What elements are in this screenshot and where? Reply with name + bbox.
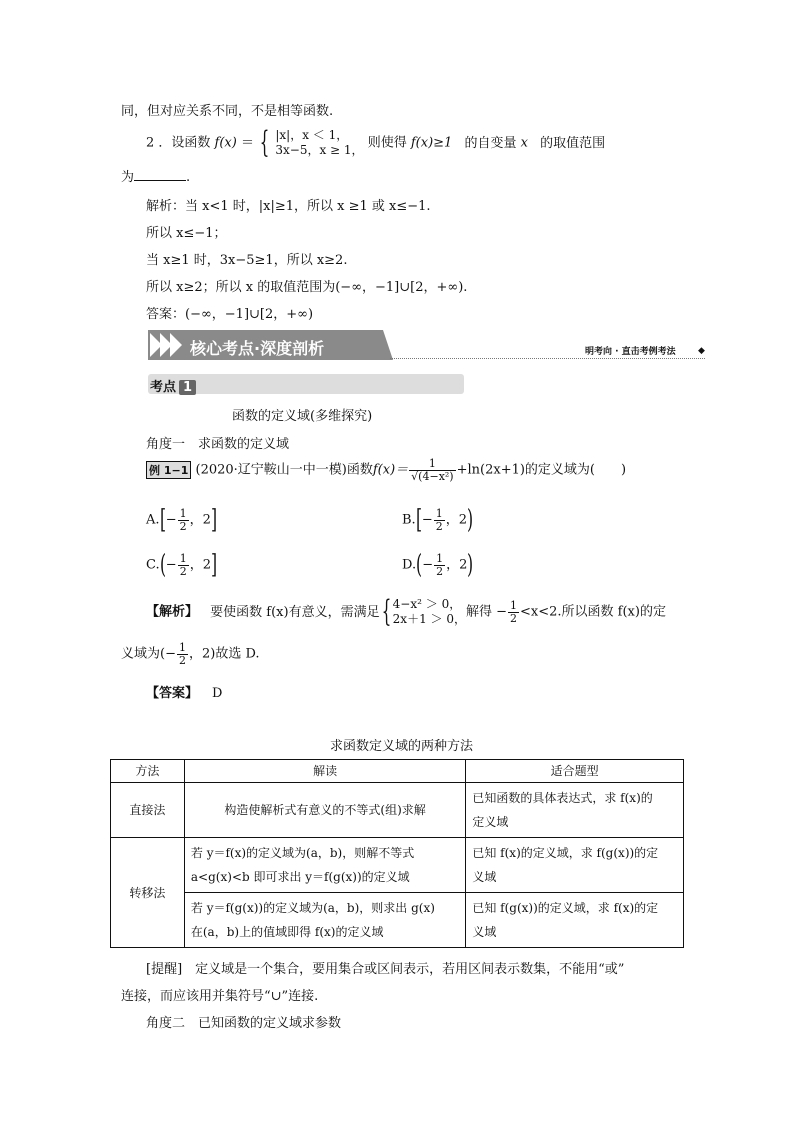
kaodian-label: 考点 1	[150, 376, 196, 395]
table-header: 方法	[111, 760, 185, 783]
tip-line1: [提醒] 定义域是一个集合，要用集合或区间表示，若用区间表示数集，不能用“或”	[146, 962, 625, 977]
solution-line: 解析：当 x<1 时，|x|≥1，所以 x ≥1 或 x≤−1.	[146, 199, 431, 214]
example-tag: 例 1−1	[146, 461, 191, 479]
solution-line: 当 x≥1 时，3x−5≥1，所以 x≥2.	[146, 253, 348, 268]
methods-table	[110, 759, 684, 948]
diamond-icon: ◆	[698, 346, 705, 356]
angle-two: 角度二 已知函数的定义域求参数	[146, 1016, 342, 1031]
left-brace: {	[259, 125, 270, 160]
option-d[interactable]: D.(− $\frac{1}{2}$ ，2)	[402, 550, 474, 580]
tip-line2: 连接，而应该用并集符号“∪”连接.	[121, 989, 319, 1004]
intro-line: 同，但对应关系不同，不是相等函数.	[121, 104, 334, 119]
option-b[interactable]: B.[− $\frac{1}{2}$ ，2)	[402, 505, 474, 535]
fraction: $\frac{1}{\text{√(4−x²)}}$	[411, 457, 454, 483]
type-cell: 已知函数的具体表达式，求 f(x)的 定义域	[466, 783, 684, 838]
read-cell: 若 y＝f(g(x))的定义域为(a，b)，则求出 g(x) 在(a，b)上的值域即得 f(x)的定义域	[184, 893, 465, 948]
banner-subtitle: 明考向 · 直击考例考法	[585, 347, 676, 357]
solution-answer: 答案：(−∞，−1]∪[2，+∞)	[146, 307, 314, 322]
analysis-line1: 【解析】 要使函数 f(x)有意义，需满足{ 4−x² ＞ 0， 2x＋1 ＞ 0， 解得 − $\frac{1}{2}$ <x<2.所以函数 f(x)的定	[146, 594, 666, 629]
table-header: 适合题型	[466, 760, 684, 783]
answer-blank	[134, 168, 186, 181]
read-cell: 若 y＝f(x)的定义域为(a，b)，则解不等式 a<g(x)<b 即可求出 y＝f(g(x))的定义域	[184, 838, 465, 893]
section-title: 函数的定义域(多维探究)	[232, 409, 373, 424]
question-2: 2 ．设函数 f(x) ＝ { |x|，x ＜ 1， 3x−5，x ≥ 1， 则使得 f(x)≥1 的自变量 x 的取值范围	[146, 125, 606, 160]
table-header-row	[111, 760, 684, 783]
solution-line: 所以 x≥2；所以 x 的取值范围为(−∞，−1]∪[2，+∞).	[146, 280, 468, 295]
type-cell: 已知 f(g(x))的定义域，求 f(x)的定 义域	[466, 893, 684, 948]
answer-line: 【答案】 D	[146, 686, 223, 701]
banner-rule	[390, 358, 705, 359]
method-cell: 转移法	[111, 838, 185, 948]
option-c[interactable]: C.(− $\frac{1}{2}$ ，2]	[146, 550, 218, 580]
table-row	[111, 783, 684, 838]
table-row	[111, 893, 684, 948]
table-caption: 求函数定义域的两种方法	[330, 739, 474, 754]
type-cell: 已知 f(x)的定义域，求 f(g(x))的定 义域	[466, 838, 684, 893]
read-cell: 构造使解析式有意义的不等式(组)求解	[184, 783, 465, 838]
question-2-line2: 为 .	[121, 170, 191, 185]
option-a[interactable]: A.[− $\frac{1}{2}$ ，2]	[146, 505, 217, 535]
piecewise-cases: |x|，x ＜ 1， 3x−5，x ≥ 1，	[275, 128, 364, 157]
table-row	[111, 838, 684, 893]
banner-title: 核心考点·深度剖析	[190, 339, 325, 358]
solution-line: 所以 x≤−1；	[146, 226, 227, 241]
example-1-1: 例 1−1 (2020·辽宁鞍山一中一模)函数f(x)＝ $\frac{1}{\text{√(4−x²)}}$ +ln(2x+1)的定义域为( )	[146, 458, 626, 482]
analysis-line2: 义域为(− $\frac{1}{2}$ ，2)故选 D.	[121, 641, 260, 667]
method-cell: 直接法	[111, 783, 185, 838]
table-header: 解读	[184, 760, 465, 783]
angle-one: 角度一 求函数的定义域	[146, 437, 290, 452]
